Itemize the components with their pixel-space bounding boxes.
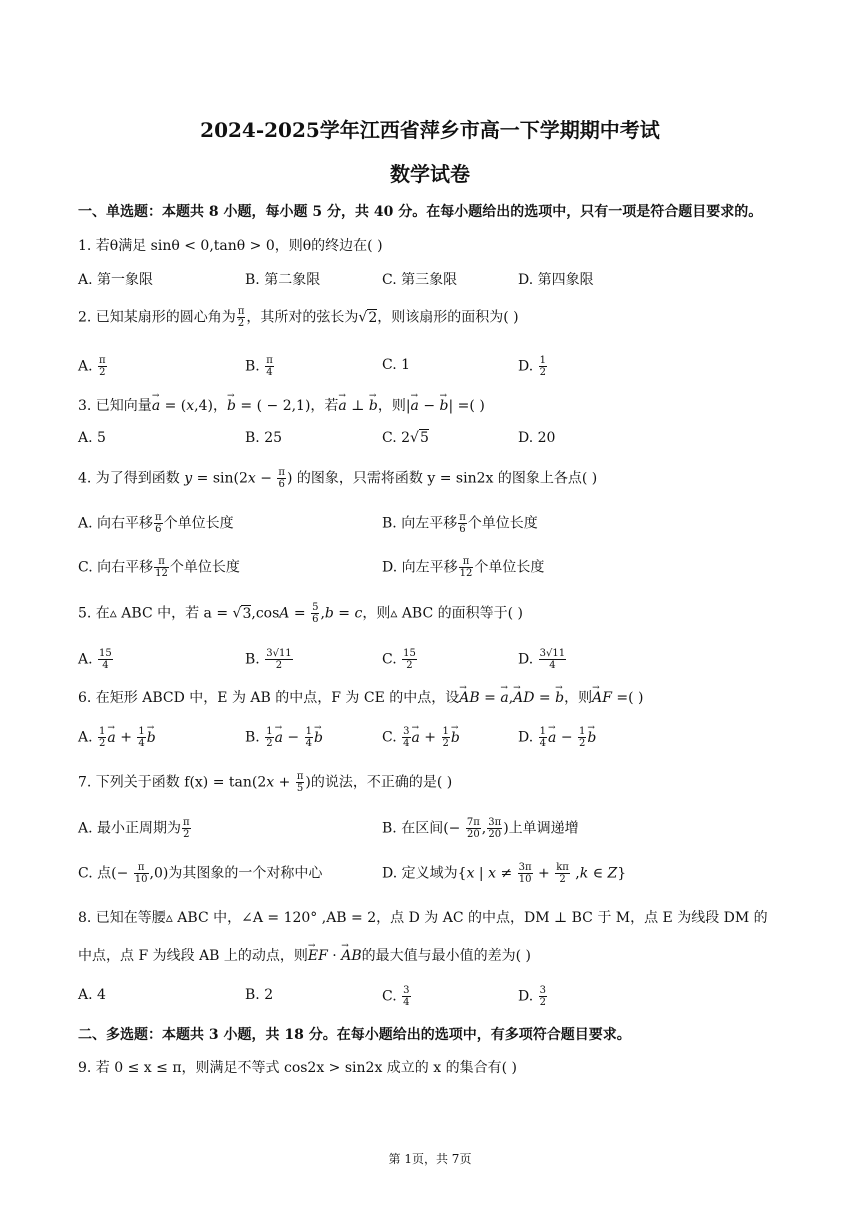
q7-option-c: C. 点(− $\frac{\pi}{10}$ ,0)为其图象的一个对称中心: [78, 862, 323, 885]
q8-option-d: D. $\frac{3}{2}$: [518, 985, 547, 1008]
page-footer: 第 1页，共 7页: [388, 1152, 472, 1166]
q5-option-d: D. $\frac{3√11}{4}$: [518, 648, 566, 671]
page-subtitle: 数学试卷: [390, 162, 470, 186]
page-title: 2024-2025学年江西省萍乡市高一下学期期中考试: [200, 118, 660, 142]
q2-option-d: D. $\frac{1}{2}$: [518, 355, 547, 378]
q2-option-c: C. 1: [382, 357, 411, 373]
q6-option-b: B. $\frac{1}{2}$ → a − $\frac{1}{4}$ → b: [245, 726, 323, 749]
section-2-header: 二、多选题：本题共 3 小题，共 18 分。在每小题给出的选项中，有多项符合题目要求。: [78, 1027, 631, 1043]
q5-option-b: B. $\frac{3√11}{2}$: [245, 648, 292, 671]
q6-option-d: D. $\frac{1}{4}$ → a − $\frac{1}{2}$ → b: [518, 726, 596, 749]
question-9: 9. 若 0 ≤ x ≤ π，则满足不等式 cos2x > sin2x 成立的 x 的集合有( ): [78, 1060, 517, 1076]
question-4: 4. 为了得到函数 y = sin(2x − $\frac{\pi}{6}$ ) 的图象，只需将函数 y = sin2x 的图象上各点( ): [78, 467, 598, 490]
q7-option-d: D. 定义域为{x | x ≠ $\frac{3\pi}{10}$ + $\frac{k\pi}{2}$ ,k ∈ Z}: [382, 862, 627, 885]
q1-option-c: C. 第三象限: [382, 272, 458, 288]
q1-option-b: B. 第二象限: [245, 272, 321, 288]
q7-option-a: A. 最小正周期为 $\frac{\pi}{2}$: [78, 817, 190, 840]
q3-option-b: B. 25: [245, 430, 283, 446]
q3-option-c: C. 2√5: [382, 430, 429, 446]
q1-option-a: A. 第一象限: [78, 272, 154, 288]
q5-option-c: C. $\frac{15}{2}$: [382, 648, 416, 671]
question-5: 5. 在▵ ABC 中，若 a = √3,cosA = $\frac{5}{6}$ ,b = c，则▵ ABC 的面积等于( ): [78, 602, 524, 625]
question-3: 3. 已知向量→ a = (x,4)，→ b = ( − 2,1)，若→ a ⊥ → b，则|→ a − → b| =( ): [78, 396, 485, 416]
question-1: 1. 若θ满足 sinθ < 0,tanθ > 0，则θ的终边在( ): [78, 238, 383, 254]
q4-option-d: D. 向左平移 $\frac{\pi}{12}$ 个单位长度: [382, 556, 545, 579]
q3-option-a: A. 5: [78, 430, 106, 446]
q2-option-a: A. $\frac{\pi}{2}$: [78, 355, 106, 378]
q7-option-b: B. 在区间(− $\frac{7\pi}{20}$ , $\frac{3\pi}{20}$ )上单调递增: [382, 817, 579, 840]
q2-option-b: B. $\frac{\pi}{4}$: [245, 355, 273, 378]
q6-option-c: C. $\frac{3}{4}$ → a + $\frac{1}{2}$ → b: [382, 726, 460, 749]
section-1-header: 一、单选题：本题共 8 小题，每小题 5 分，共 40 分。在每小题给出的选项中，只有一项是符合题目要求的。: [78, 204, 763, 220]
question-8-line-2: 中点，点 F 为线段 AB 上的动点，则→ EF · → AB的最大值与最小值的差为( ): [78, 946, 531, 966]
q4-option-c: C. 向右平移 $\frac{\pi}{12}$ 个单位长度: [78, 556, 240, 579]
question-2: 2. 已知某扇形的圆心角为 $\frac{\pi}{2}$ ，其所对的弦长为√2，则该扇形的面积为( ): [78, 306, 519, 329]
q4-option-a: A. 向右平移 $\frac{\pi}{6}$ 个单位长度: [78, 512, 234, 535]
question-8-line-1: 8. 已知在等腰▵ ABC 中，∠A = 120° ,AB = 2，点 D 为 AC 的中点，DM ⊥ BC 于 M，点 E 为线段 DM 的: [78, 910, 768, 926]
q5-option-a: A. $\frac{15}{4}$: [78, 648, 112, 671]
question-6: 6. 在矩形 ABCD 中，E 为 AB 的中点，F 为 CE 的中点，设→ AB = → a,→ AD = → b，则→ AF =( ): [78, 688, 643, 708]
q1-option-d: D. 第四象限: [518, 272, 594, 288]
q4-option-b: B. 向左平移 $\frac{\pi}{6}$ 个单位长度: [382, 512, 538, 535]
q3-option-d: D. 20: [518, 430, 556, 446]
q8-option-a: A. 4: [78, 987, 106, 1003]
q8-option-c: C. $\frac{3}{4}$: [382, 985, 410, 1008]
question-7: 7. 下列关于函数 f(x) = tan(2x + $\frac{\pi}{5}$ )的说法，不正确的是( ): [78, 771, 453, 794]
q8-option-b: B. 2: [245, 987, 274, 1003]
q6-option-a: A. $\frac{1}{2}$ → a + $\frac{1}{4}$ → b: [78, 726, 156, 749]
